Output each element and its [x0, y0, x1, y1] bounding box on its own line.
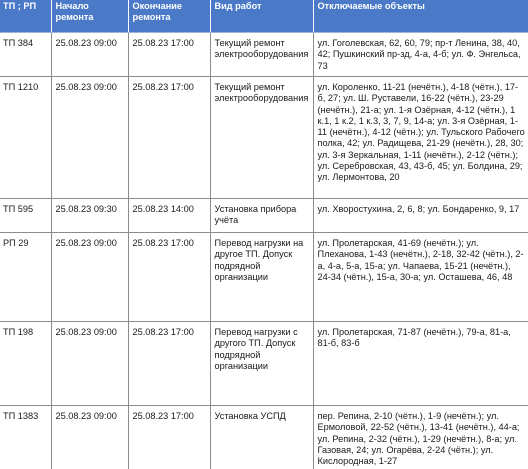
table-row — [0, 77, 528, 199]
cell-objects: ул. Короленко, 11-21 (нечётн.), 4-18 (чётн.), 17-б, 27; ул. Ш. Руставели, 16-22 (чётн.), 23-29 (нечётн.), 21-а; ул. 1-я Озёрная, 4-12 (чётн.), 1 к.1, 1 к.2, 1 к.3, 3, 7, 9, 14-а; ул. 3-я Озёрная, 1-11 (нечётн.), 4-12 (чётн.); ул. Тульского Рабочего полка, 42; ул. Радищева, 21-29 (нечётн.), 28, 30; ул. 3-я Зеркальная, 1-11 (нечётн.), 2-12 (чётн.); ул. Серебровская, 43, 43-б, 45; ул. Болдина, 29; ул. Лермонтова, 20 — [313, 77, 528, 199]
cell-work: Текущий ремонт электрооборудования — [210, 33, 313, 77]
table-row — [0, 199, 528, 233]
cell-start: 25.08.23 09:30 — [51, 199, 128, 233]
cell-end: 25.08.23 17:00 — [128, 406, 210, 469]
table-row — [0, 406, 528, 469]
cell-end: 25.08.23 17:00 — [128, 322, 210, 406]
cell-tp: ТП 384 — [0, 33, 51, 77]
cell-tp: ТП 198 — [0, 322, 51, 406]
cell-end: 25.08.23 14:00 — [128, 199, 210, 233]
header-objects: Отключаемые объекты — [313, 0, 528, 33]
cell-objects: ул. Хворостухина, 2, 6, 8; ул. Бондаренко, 9, 17 — [313, 199, 528, 233]
cell-work: Текущий ремонт электрооборудования — [210, 77, 313, 199]
cell-work: Перевод нагрузки на другое ТП. Допуск подрядной организации — [210, 233, 313, 322]
cell-objects: пер. Репина, 2-10 (чётн.), 1-9 (нечётн.); ул. Ермоловой, 22-52 (чётн.), 13-41 (нечётн.), 44-а; ул. Репина, 2-32 (чётн.), 1-29 (нечётн.), 8-а; ул. Газовая, 24; ул. Огарёва, 2-24 (чётн.); ул. Кислородная, 1-27 — [317, 411, 520, 467]
cell-start: 25.08.23 09:00 — [51, 406, 128, 469]
cell-end: 25.08.23 17:00 — [128, 33, 210, 77]
cell-tp: РП 29 — [0, 233, 51, 322]
cell-start: 25.08.23 09:00 — [51, 233, 128, 322]
cell-start: 25.08.23 09:00 — [51, 322, 128, 406]
cell-work: Установка УСПД — [210, 406, 313, 469]
table-row — [0, 322, 528, 406]
cell-objects: ул. Гоголевская, 62, 60, 79; пр-т Ленина, 38, 40, 42; Пушкинский пр-зд, 4-а, 4-б; ул. Ф. Энгельса, 73 — [313, 33, 528, 77]
cell-start: 25.08.23 09:00 — [51, 77, 128, 199]
cell-objects: ул. Пролетарская, 41-69 (нечётн.); ул. Плеханова, 1-43 (нечётн.), 2-18, 32-42 (чётн.), 2-а, 4-а, 5-а, 15-а; ул. Чапаева, 15-21 (нечётн.), 24-34 (чётн.), 15-а, 30-а; ул. Осташева, 46, 48 — [313, 233, 528, 322]
header-tp: ТП ; РП — [0, 0, 51, 33]
cell-work: Установка прибора учёта — [210, 199, 313, 233]
cell-end: 25.08.23 17:00 — [128, 77, 210, 199]
cell-work: Перевод нагрузки с другого ТП. Допуск подрядной организации — [210, 322, 313, 406]
header-work: Вид работ — [210, 0, 313, 33]
table-row — [0, 233, 528, 322]
table-row — [0, 33, 528, 77]
header-end: Окончание ремонта — [128, 0, 210, 33]
cell-end: 25.08.23 17:00 — [128, 233, 210, 322]
cell-tp: ТП 1210 — [0, 77, 51, 199]
table-header-row — [0, 0, 528, 33]
cell-tp: ТП 1383 — [0, 406, 51, 469]
cell-tp: ТП 595 — [0, 199, 51, 233]
cell-objects: ул. Пролетарская, 71-87 (нечётн.), 79-а, 81-а, 81-б, 83-б — [313, 322, 528, 406]
header-start: Начало ремонта — [51, 0, 128, 33]
cell-start: 25.08.23 09:00 — [51, 33, 128, 77]
